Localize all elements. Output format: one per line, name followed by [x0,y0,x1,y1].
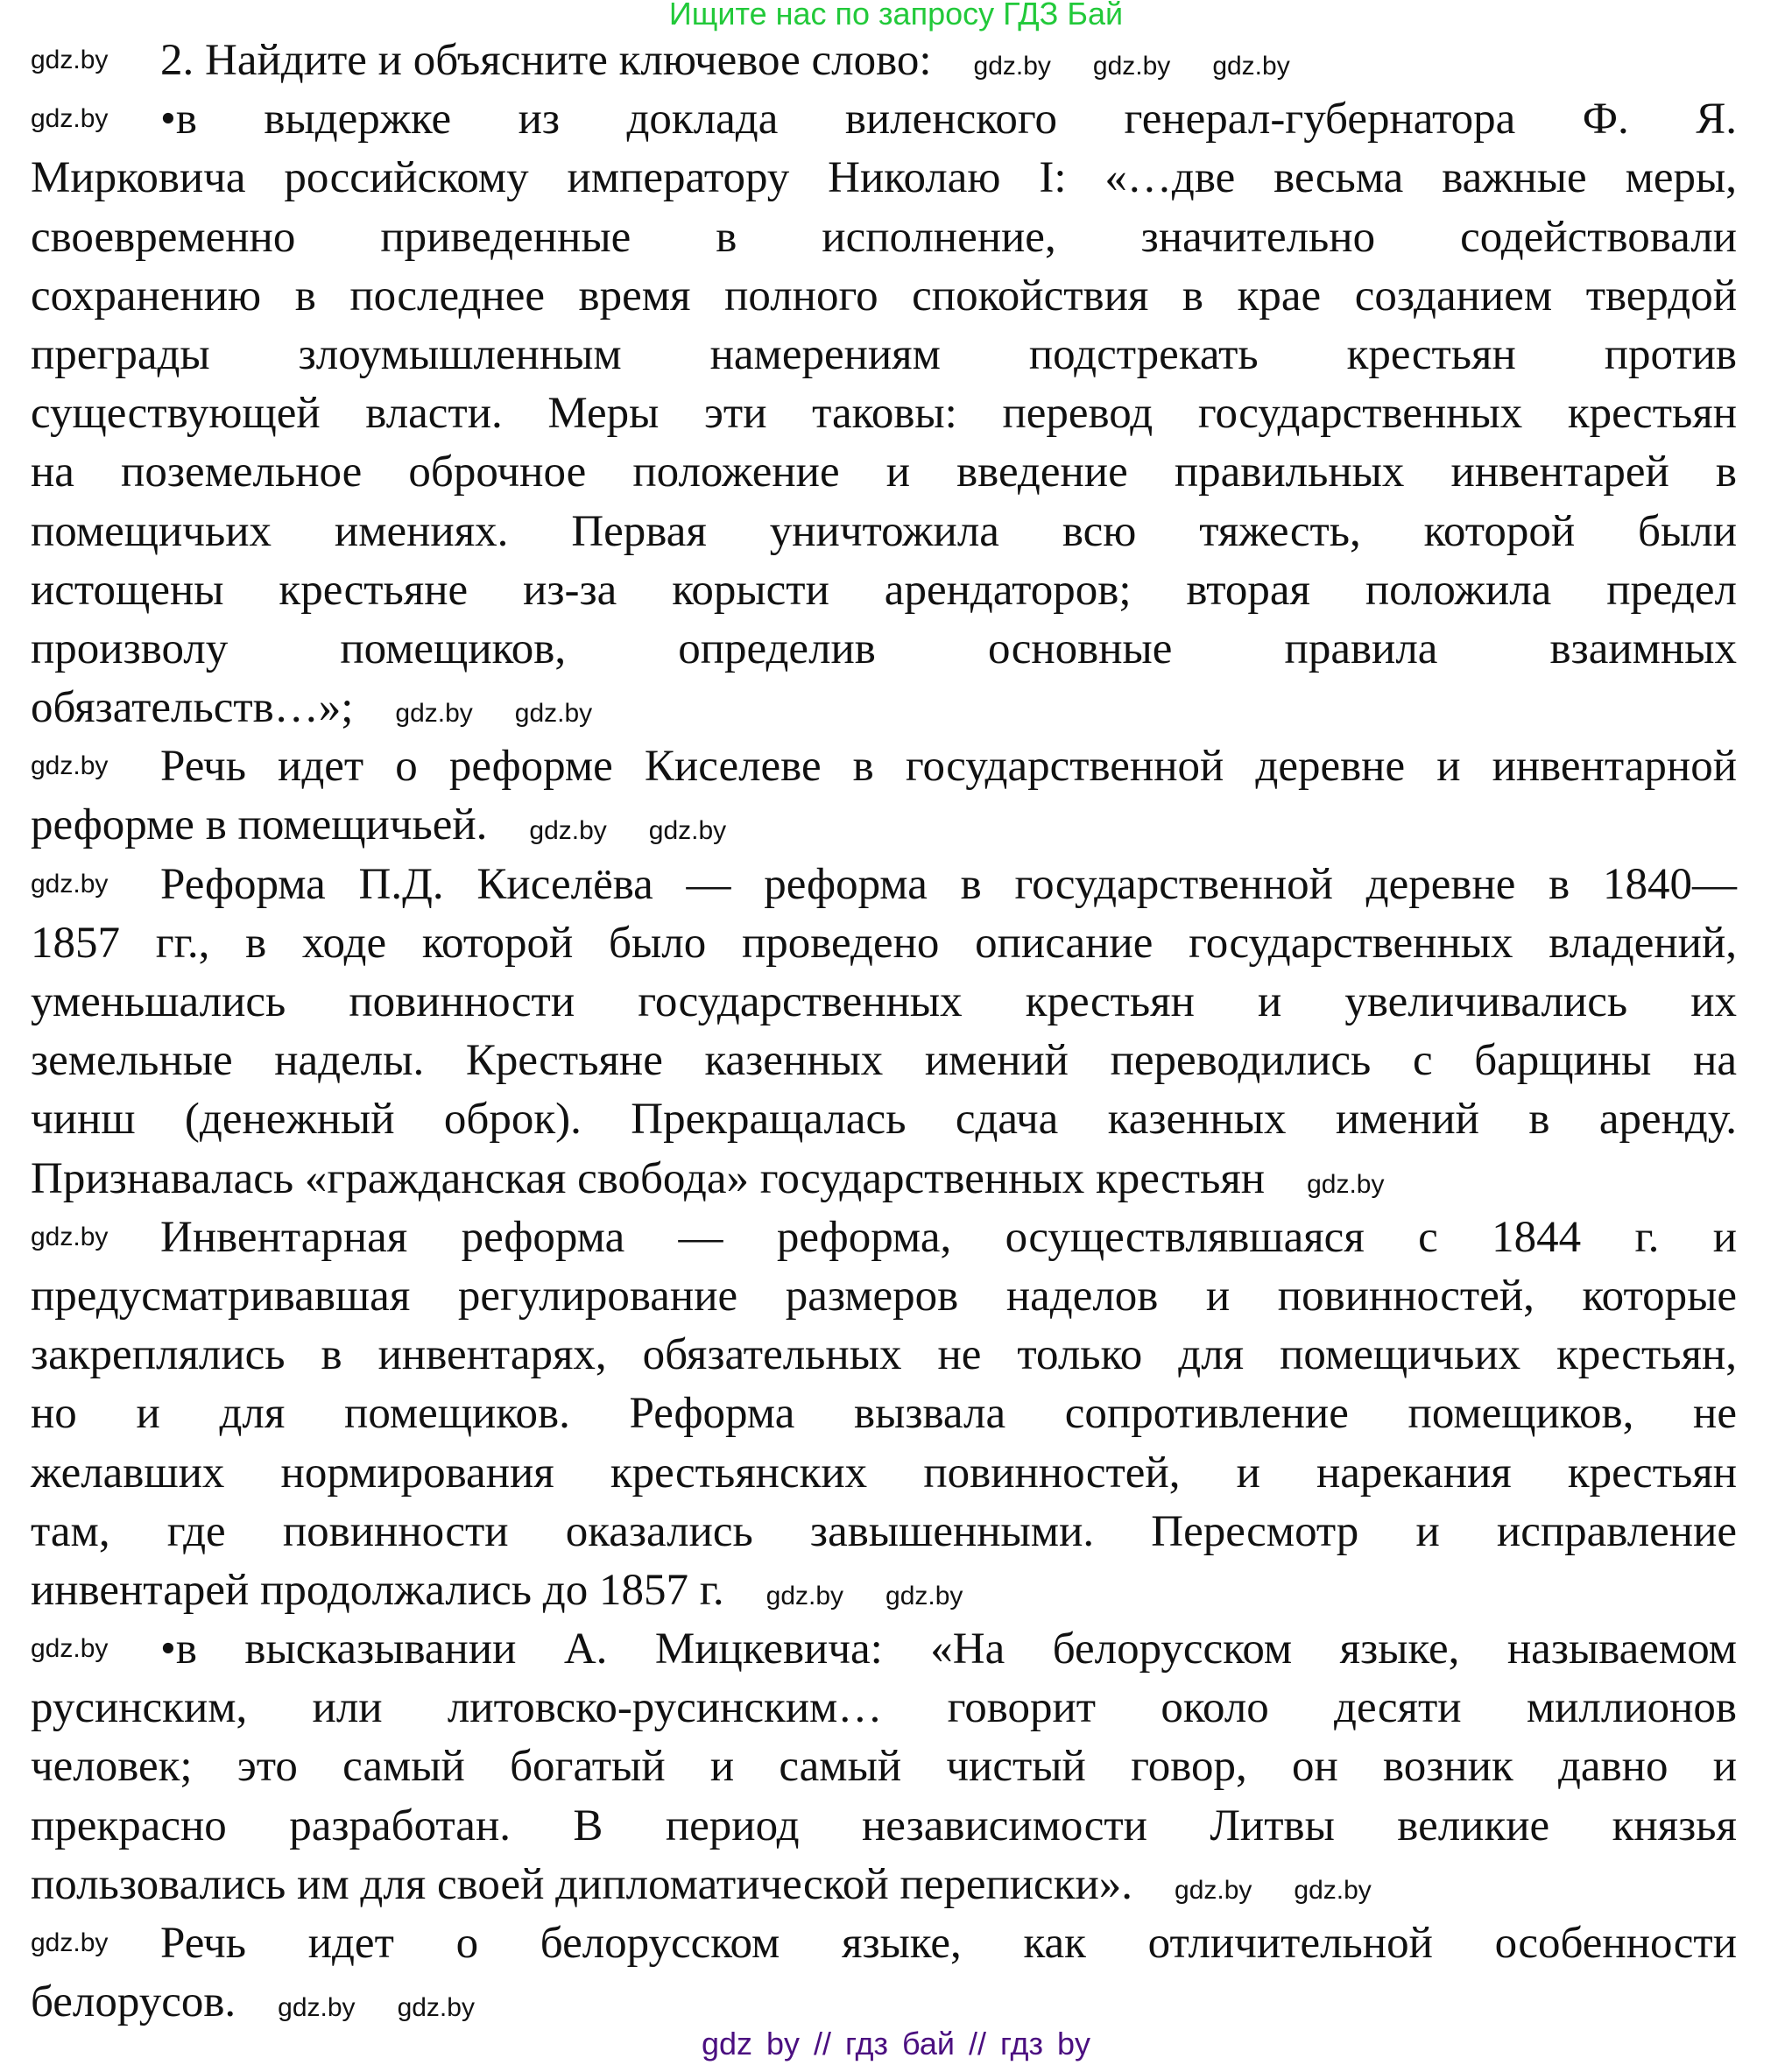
text-line-content: Признавалась «гражданская свобода» государственных крестьян [31,1153,1266,1203]
watermark: gdz.by [1175,1875,1252,1905]
text-line [31,1503,1737,1561]
text-line-content: белорусов. [31,1977,236,2027]
text-line-content: Реформа П.Д. Киселёва — реформа в государственной деревне в 1840— [160,859,1737,909]
watermark: gdz.by [31,46,109,74]
watermark: gdz.by [31,1928,109,1957]
watermark: gdz.by [31,1634,109,1664]
text-line-content: чинш (денежный оброк). Прекращалась сдача казенных имений в аренду. [31,1095,1737,1145]
watermark: gdz.by [31,869,109,899]
footer-links: gdz by // гдз бай // гдз by [701,2026,1091,2061]
text-line [31,208,1737,267]
text-line-content: инвентарей продолжались до 1857 г. [31,1565,724,1615]
text-line-content: •в высказывании А. Мицкевича: «На белорусском языке, называемом [160,1625,1737,1674]
text-line-content: пользовались им для своей дипломатической переписки». [31,1859,1133,1909]
text-line [31,326,1737,384]
text-line-content: Мирковича российскому императору Николаю I: «…две весьма важные меры, [31,153,1737,203]
text-line [31,1856,1737,1914]
text-line-content: там, где повинности оказались завышенными. Пересмотр и исправление [31,1506,1737,1556]
watermark: gdz.by [397,1993,475,2023]
watermark: gdz.by [973,52,1051,81]
text-line [31,796,1737,855]
text-line-content: •в выдержке из доклада виленского генерал-губернатора Ф. Я. [160,95,1737,144]
watermark: gdz.by [31,1222,109,1251]
text-line-content: русинским, или литовско-русинским… говорит около десяти миллионов [31,1683,1737,1733]
watermark: gdz.by [765,1581,844,1610]
watermark: gdz.by [529,816,607,846]
text-line-content: на поземельное оброчное положение и введение правильных инвентарей в [31,448,1737,497]
text-line-content: обязательств…»; [31,683,354,733]
text-line-content: уменьшались повинности государственных крестьян и увеличивались их [31,977,1737,1026]
text-line [31,503,1737,561]
text-line-content: желавших нормирования крестьянских повинностей, и нарекания крестьян [31,1448,1737,1498]
text-line [31,1561,1737,1620]
text-line [31,737,1737,796]
text-line [31,1679,1737,1737]
text-line [31,1620,1737,1679]
text-line [31,1267,1737,1326]
text-line-content: земельные наделы. Крестьяне казенных имений переводились с барщины на [31,1036,1737,1086]
text-line-content: помещичьих имениях. Первая уничтожила всю тяжесть, которой были [31,506,1737,556]
text-line [31,1973,1737,2032]
text-line [31,1090,1737,1149]
text-line-content: 1857 гг., в ходе которой было проведено описание государственных владений, [31,918,1737,968]
watermark: gdz.by [1294,1875,1372,1905]
text-line-content: произволу помещиков, определив основные правила взаимных [31,624,1737,673]
text-line-content: прекрасно разработан. В период независимости Литвы великие князья [31,1801,1737,1850]
text-line [31,149,1737,208]
text-line-content: 2. Найдите и объясните ключевое слово: [160,36,932,85]
watermark: gdz.by [278,1993,356,2023]
text-line [31,914,1737,973]
text-line [31,90,1737,149]
text-line [31,1150,1737,1209]
text-line-content: преграды злоумышленным намерениям подстрекать крестьян против [31,329,1737,379]
watermark: gdz.by [1212,52,1290,81]
text-line [31,1797,1737,1856]
text-line-content: предусматривавшая регулирование размеров наделов и повинностей, которые [31,1271,1737,1321]
text-line-content: закреплялись в инвентарях, обязательных не только для помещичьих крестьян, [31,1330,1737,1380]
text-line-content: существующей власти. Меры эти таковы: перевод государственных крестьян [31,389,1737,439]
text-line [31,1326,1737,1385]
text-line-content: своевременно приведенные в исполнение, значительно содействовали [31,212,1737,262]
watermark: gdz.by [514,699,593,729]
text-line [31,561,1737,620]
watermark: gdz.by [885,1581,963,1610]
watermark: gdz.by [1092,52,1171,81]
text-line [31,443,1737,502]
text-line [31,1032,1737,1090]
text-line [31,1737,1737,1796]
document-body [31,32,1737,2032]
text-line [31,384,1737,443]
watermark: gdz.by [1307,1169,1385,1199]
watermark: gdz.by [31,104,109,134]
watermark: gdz.by [31,751,109,781]
text-line [31,1444,1737,1503]
text-line [31,679,1737,737]
text-line [31,856,1737,914]
text-line [31,973,1737,1032]
text-line-content: реформе в помещичьей. [31,800,488,850]
text-line-content: человек; это самый богатый и самый чистый говор, он возник давно и [31,1742,1737,1792]
text-line-content: истощены крестьяне из-за корысти арендаторов; вторая положила предел [31,565,1737,615]
text-line-content: Инвентарная реформа — реформа, осуществлявшаяся с 1844 г. и [160,1212,1737,1262]
search-banner: Ищите нас по запросу ГДЗ Бай [668,0,1124,32]
text-line [31,267,1737,326]
text-line-content: Речь идет о реформе Киселеве в государственной деревне и инвентарной [160,742,1737,792]
watermark: gdz.by [395,699,473,729]
text-line-content: Речь идет о белорусском языке, как отличительной особенности [160,1919,1737,1968]
text-line [31,620,1737,679]
text-line-content: но и для помещиков. Реформа вызвала сопротивление помещиков, не [31,1389,1737,1439]
watermark: gdz.by [648,816,727,846]
text-line [31,32,1737,90]
text-line [31,1385,1737,1443]
text-line-content: сохранению в последнее время полного спокойствия в крае созданием твердой [31,271,1737,321]
text-line [31,1209,1737,1267]
text-line [31,1914,1737,1973]
